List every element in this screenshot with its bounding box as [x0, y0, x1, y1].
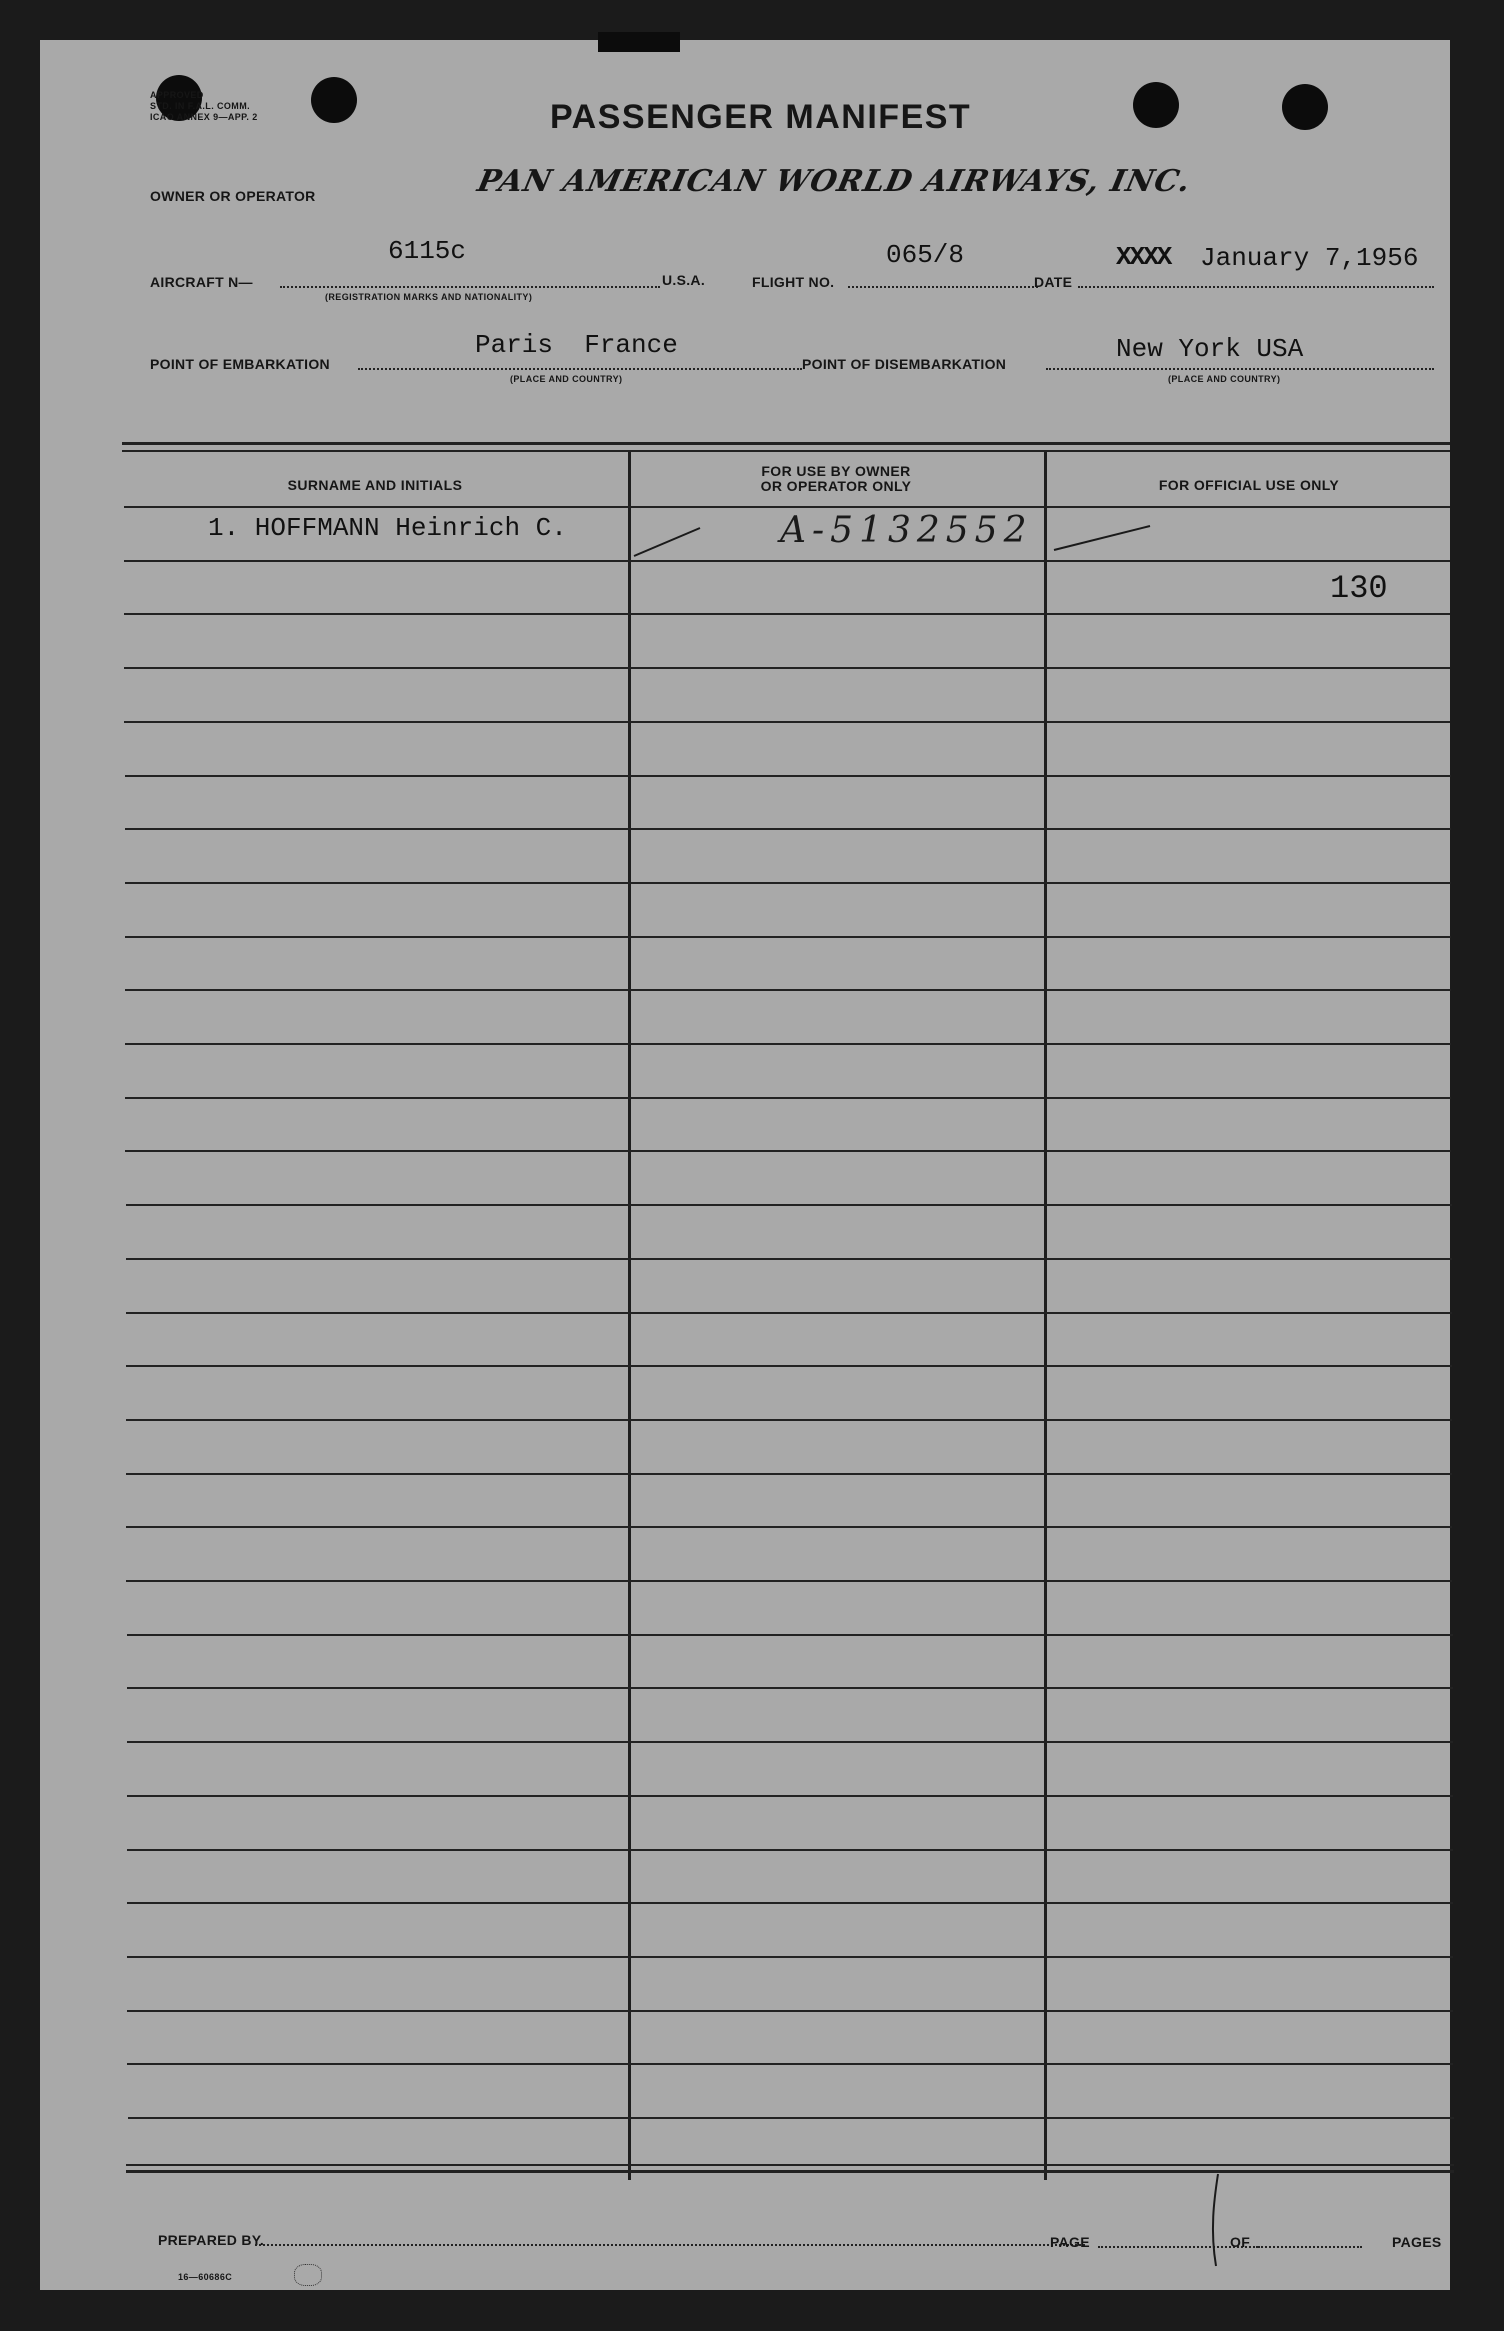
date-rule [1078, 286, 1434, 288]
prepared-label: PREPARED BY. [158, 2232, 265, 2248]
handwritten-mark [1200, 2170, 1240, 2270]
of-rule [1258, 2246, 1362, 2248]
aircraft-rule [280, 286, 660, 288]
binding-clip [598, 32, 680, 52]
prepared-rule [255, 2244, 1085, 2246]
table-row-rule [127, 1956, 1453, 1958]
table-row-rule [127, 1741, 1453, 1743]
usa-label: U.S.A. [662, 272, 706, 288]
table-row-rule [128, 2117, 1454, 2119]
table-row-rule [125, 1150, 1451, 1152]
flight-rule [848, 286, 1038, 288]
date-label: DATE [1034, 274, 1073, 290]
approval-stamp: APPROVED STD. IN F.A.L. COMM. ICAO ANNEX 9—APP. 2 [150, 90, 258, 122]
printer-logo [294, 2264, 322, 2286]
official-note: 130 [1330, 570, 1388, 607]
passenger-name: 1. HOFFMANN Heinrich C. [208, 513, 567, 543]
table-row-rule [126, 1312, 1452, 1314]
embarkation-value: Paris France [475, 330, 678, 360]
table-row-rule [127, 1902, 1453, 1904]
embarkation-rule [358, 368, 802, 370]
owner-label: OWNER OR OPERATOR [150, 188, 316, 204]
table-row-rule [127, 1795, 1453, 1797]
table-row-rule [126, 1526, 1452, 1528]
page-label: PAGE [1050, 2234, 1090, 2250]
table-row-rule [127, 1687, 1453, 1689]
table-row-rule [127, 1634, 1453, 1636]
table-row-rule [126, 1580, 1452, 1582]
manifest-sheet [40, 40, 1450, 2290]
table-row-rule [126, 1258, 1452, 1260]
date-value: January 7,1956 [1200, 243, 1419, 273]
form-title: PASSENGER MANIFEST [550, 98, 972, 136]
disembarkation-rule [1046, 368, 1434, 370]
table-row-rule [124, 721, 1450, 723]
aircraft-value: 6115c [388, 236, 467, 266]
column-header-official: FOR OFFICIAL USE ONLY [1158, 477, 1340, 493]
table-row-rule [126, 1204, 1452, 1206]
tick-mark [630, 522, 710, 562]
column-divider [1044, 452, 1047, 2180]
table-row-rule [126, 1365, 1452, 1367]
table-row-rule [127, 2010, 1453, 2012]
table-row-rule [125, 989, 1451, 991]
aircraft-label: AIRCRAFT N— [150, 274, 253, 290]
table-row-rule [125, 936, 1451, 938]
table-row-rule [125, 828, 1451, 830]
table-bottom-rule [126, 2164, 1454, 2166]
table-top-rule [122, 450, 1450, 452]
pages-label: PAGES [1392, 2234, 1442, 2250]
operator-name: PAN AMERICAN WORLD AIRWAYS, INC. [474, 164, 1195, 199]
table-row-rule [124, 613, 1450, 615]
table-row-rule [126, 1473, 1452, 1475]
form-code: 16—60686C [178, 2272, 233, 2282]
embarkation-label: POINT OF EMBARKATION [150, 356, 330, 372]
table-row-rule [126, 1419, 1452, 1421]
flight-value: 065/8 [886, 240, 965, 270]
table-row-rule [125, 775, 1451, 777]
column-header-surname: SURNAME AND INITIALS [287, 477, 463, 493]
table-row-rule [127, 2063, 1453, 2065]
column-header-owner: FOR USE BY OWNER OR OPERATOR ONLY [760, 463, 912, 494]
table-row-rule [124, 560, 1450, 562]
table-bottom-rule [126, 2170, 1454, 2173]
table-row-rule [124, 667, 1450, 669]
table-row-rule [125, 1043, 1451, 1045]
table-row-rule [127, 1849, 1453, 1851]
disembarkation-label: POINT OF DISEMBARKATION [802, 356, 1007, 372]
table-row-rule [125, 1097, 1451, 1099]
place-caption: (PLACE AND COUNTRY) [510, 374, 623, 384]
disembarkation-value: New York USA [1116, 334, 1304, 364]
tick-mark [1050, 520, 1160, 560]
punch-hole [1282, 84, 1328, 130]
of-label: OF [1230, 2234, 1251, 2250]
owner-use-value: A-5132552 [780, 510, 1033, 551]
place-caption-2: (PLACE AND COUNTRY) [1168, 374, 1281, 384]
column-divider [628, 452, 631, 2180]
date-strikeout: XXXX [1116, 242, 1171, 272]
registration-caption: (REGISTRATION MARKS AND NATIONALITY) [325, 292, 533, 302]
flight-label: FLIGHT NO. [752, 274, 835, 290]
table-row-rule [125, 882, 1451, 884]
punch-hole [311, 77, 357, 123]
table-top-rule [122, 442, 1450, 445]
table-row-rule [124, 506, 1450, 508]
punch-hole [1133, 82, 1179, 128]
